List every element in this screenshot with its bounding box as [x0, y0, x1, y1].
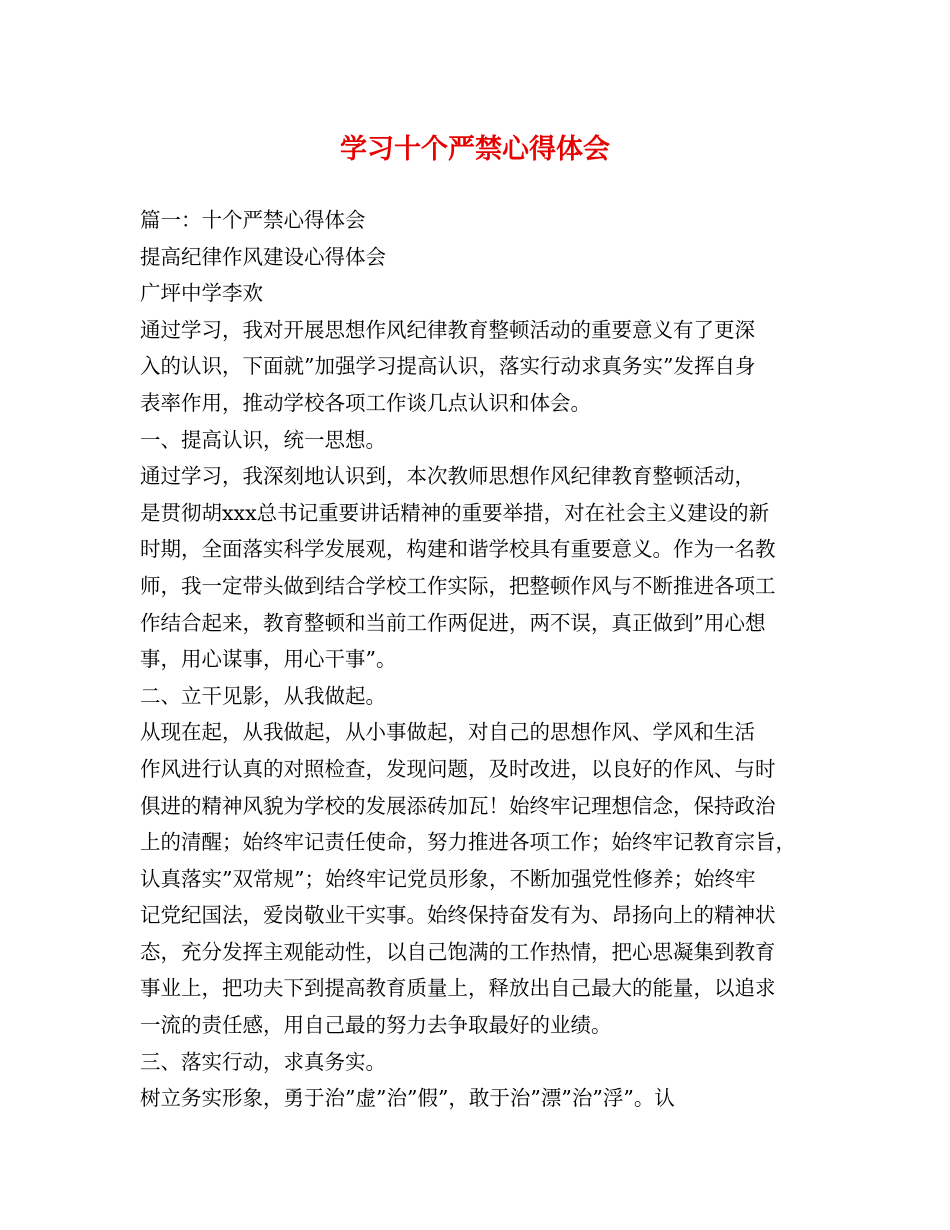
- body-line: 上的清醒；始终牢记责任使命，努力推进各项工作；始终牢记教育宗旨，: [140, 830, 796, 855]
- body-line: 通过学习，我对开展思想作风纪律教育整顿活动的重要意义有了更深: [140, 317, 755, 342]
- body-line: 作结合起来，教育整顿和当前工作两促进，两不误，真正做到”用心想: [140, 610, 766, 635]
- body-line: 树立务实形象，勇于治”虚”治”假”，敢于治”漂”治”浮”。认: [140, 1086, 675, 1111]
- body-line: 态，充分发挥主观能动性，以自己饱满的工作热情，把心思凝集到教育: [140, 939, 776, 964]
- body-line: 广坪中学李欢: [140, 281, 263, 306]
- body-line: 俱进的精神风貌为学校的发展添砖加瓦！始终牢记理想信念，保持政治: [140, 793, 776, 818]
- body-line: 三、落实行动，求真务实。: [140, 1049, 386, 1074]
- body-line: 事业上，把功夫下到提高教育质量上，释放出自己最大的能量，以追求: [140, 976, 776, 1001]
- body-line: 时期，全面落实科学发展观，构建和谐学校具有重要意义。作为一名教: [140, 537, 776, 562]
- body-line: 从现在起，从我做起，从小事做起，对自己的思想作风、学风和生活: [140, 720, 755, 745]
- body-line: 记党纪国法，爱岗敬业干实事。始终保持奋发有为、昂扬向上的精神状: [140, 903, 776, 928]
- body-line: 篇一：十个严禁心得体会: [140, 208, 366, 232]
- body-line: 表率作用，推动学校各项工作谈几点认识和体会。: [140, 390, 591, 415]
- body-line: 事，用心谋事，用心干事”。: [140, 647, 397, 672]
- body-line: 作风进行认真的对照检查，发现问题，及时改进，以良好的作风、与时: [140, 756, 776, 781]
- body-line: 提高纪律作风建设心得体会: [140, 244, 386, 269]
- body-line: 二、立干见影，从我做起。: [140, 683, 386, 708]
- body-line: 师，我一定带头做到结合学校工作实际，把整顿作风与不断推进各项工: [140, 573, 776, 598]
- body-line: 一流的责任感，用自己最的努力去争取最好的业绩。: [140, 1013, 612, 1038]
- body-line: 一、提高认识，统一思想。: [140, 427, 386, 452]
- body-line: 是贯彻胡xxx总书记重要讲话精神的重要举措，对在社会主义建设的新: [140, 500, 770, 525]
- body-line: 通过学习，我深刻地认识到，本次教师思想作风纪律教育整顿活动，: [140, 464, 755, 489]
- document-body: [140, 202, 810, 1117]
- body-line: 认真落实”双常规”；始终牢记党员形象，不断加强党性修养；始终牢: [140, 866, 756, 891]
- body-line: 入的认识，下面就”加强学习提高认识，落实行动求真务实”发挥自身: [140, 354, 756, 379]
- document-title: 学习十个严禁心得体会: [340, 134, 610, 165]
